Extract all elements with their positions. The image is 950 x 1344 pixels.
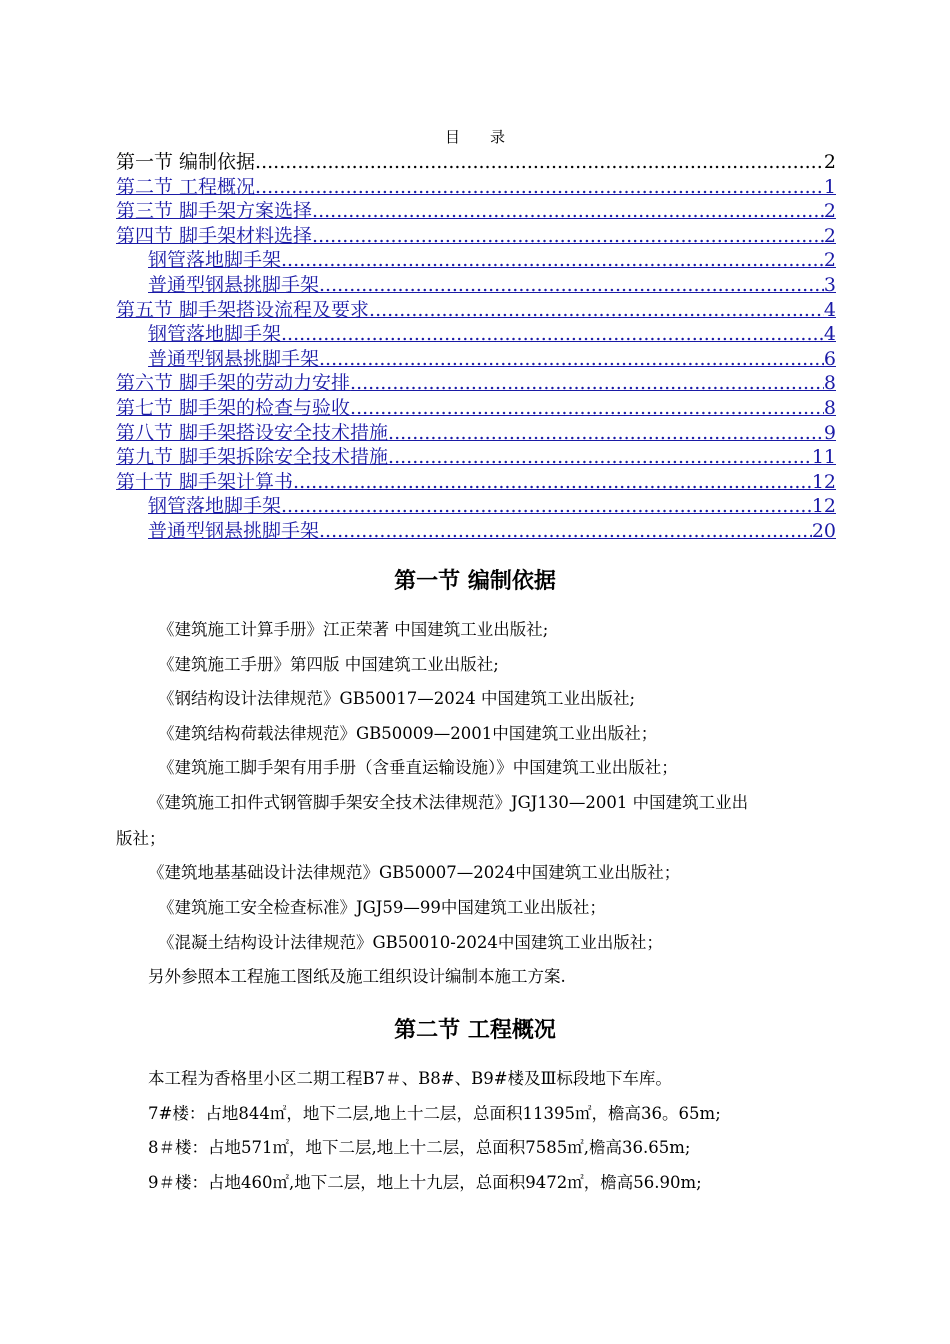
reference-line: 《钢结构设计法律规范》GB50017—2024 中国建筑工业出版社; xyxy=(158,689,636,708)
toc-entry-label: 第九节 脚手架拆除安全技术措施 xyxy=(116,446,389,469)
toc-entry-page: 3 xyxy=(823,273,836,296)
toc-leader-dots xyxy=(255,175,824,200)
toc-leader-dots xyxy=(281,322,824,347)
toc-leader-dots xyxy=(319,347,824,372)
overview-line: 9＃楼：占地460㎡,地下二层，地上十九层，总面积9472㎡，檐高56.90m; xyxy=(148,1173,702,1192)
toc-entry[interactable] xyxy=(116,273,836,298)
toc-entry-page: 1 xyxy=(823,175,836,198)
toc-leader-dots xyxy=(319,273,824,298)
toc-entry[interactable] xyxy=(116,248,836,273)
toc-entry xyxy=(116,150,836,175)
toc-entry-page: 9 xyxy=(823,421,836,444)
toc-leader-dots xyxy=(293,470,812,495)
toc-entry[interactable] xyxy=(116,494,836,519)
toc-entry-label: 第三节 脚手架方案选择 xyxy=(116,200,313,223)
toc-leader-dots xyxy=(319,519,812,544)
toc-entry-label: 普通型钢悬挑脚手架 xyxy=(148,347,320,370)
toc-entry-page: 4 xyxy=(823,323,836,346)
toc-entry-page: 12 xyxy=(811,470,836,493)
toc-leader-dots xyxy=(350,371,824,396)
toc-entry[interactable] xyxy=(116,322,836,347)
toc-entry[interactable] xyxy=(116,199,836,224)
toc-entry-label: 第七节 脚手架的检查与验收 xyxy=(116,396,351,419)
toc-entry-page: 11 xyxy=(811,446,836,469)
toc-entry-label: 第二节 工程概况 xyxy=(116,175,256,198)
toc-entry-label: 第四节 脚手架材料选择 xyxy=(116,224,313,247)
toc-leader-dots xyxy=(281,494,812,519)
reference-note: 另外参照本工程施工图纸及施工组织设计编制本施工方案. xyxy=(148,967,566,986)
toc-entry-page: 2 xyxy=(823,151,836,173)
toc-leader-dots xyxy=(312,199,824,224)
toc-entry-label: 钢管落地脚手架 xyxy=(148,249,282,272)
overview-line: 本工程为香格里小区二期工程B7＃、B8#、B9#楼及Ⅲ标段地下车库。 xyxy=(148,1069,672,1088)
toc-entry[interactable] xyxy=(116,175,836,200)
toc-entry[interactable] xyxy=(116,470,836,495)
toc-entry-page: 6 xyxy=(823,347,836,370)
toc-leader-dots xyxy=(350,396,824,421)
overview-line: 7#楼：占地844㎡，地下二层,地上十二层，总面积11395㎡，檐高36。65m; xyxy=(148,1104,721,1123)
toc-title-right: 录 xyxy=(490,128,506,146)
reference-line: 《建筑结构荷载法律规范》GB50009—2001中国建筑工业出版社； xyxy=(158,724,658,743)
reference-line: 《混凝土结构设计法律规范》GB50010-2024中国建筑工业出版社； xyxy=(158,933,663,952)
toc-entry-label: 钢管落地脚手架 xyxy=(148,323,282,346)
toc-entry-page: 8 xyxy=(823,372,836,395)
toc-entry[interactable] xyxy=(116,445,836,470)
section2-heading: 第二节 工程概况 xyxy=(394,1018,556,1043)
toc-entry-label: 第五节 脚手架搭设流程及要求 xyxy=(116,298,370,321)
toc-entry-label: 普通型钢悬挑脚手架 xyxy=(148,519,320,542)
reference-line: 《建筑施工安全检查标准》JGJ59—99中国建筑工业出版社； xyxy=(158,898,606,917)
toc-entry-label: 第八节 脚手架搭设安全技术措施 xyxy=(116,421,389,444)
toc-entry-label: 第六节 脚手架的劳动力安排 xyxy=(116,372,351,395)
toc-entry-page: 2 xyxy=(823,249,836,272)
toc-leader-dots xyxy=(255,150,824,175)
toc-entry-label: 第十节 脚手架计算书 xyxy=(116,470,294,493)
table-of-contents xyxy=(116,150,836,544)
reference-line-continued: 版社； xyxy=(116,829,166,848)
toc-entry-page: 20 xyxy=(811,519,836,542)
toc-entry[interactable] xyxy=(116,371,836,396)
toc-entry[interactable] xyxy=(116,347,836,372)
toc-entry-label: 第一节 编制依据 xyxy=(116,151,256,173)
toc-leader-dots xyxy=(312,224,824,249)
reference-line: 《建筑施工手册》第四版 中国建筑工业出版社; xyxy=(158,655,499,674)
toc-entry[interactable] xyxy=(116,298,836,323)
toc-leader-dots xyxy=(369,298,824,323)
toc-entry[interactable] xyxy=(116,224,836,249)
toc-entry-page: 12 xyxy=(811,495,836,518)
reference-line: 《建筑施工计算手册》江正荣著 中国建筑工业出版社; xyxy=(158,620,549,639)
toc-entry-page: 4 xyxy=(823,298,836,321)
toc-entry-page: 8 xyxy=(823,396,836,419)
toc-title-left: 目 xyxy=(444,128,460,146)
toc-entry[interactable] xyxy=(116,396,836,421)
reference-line: 《建筑施工扣件式钢管脚手架安全技术法律规范》JGJ130—2001 中国建筑工业出 xyxy=(148,793,749,812)
toc-leader-dots xyxy=(281,248,824,273)
reference-line: 《建筑施工脚手架有用手册（含垂直运输设施）》中国建筑工业出版社； xyxy=(158,758,678,777)
overview-line: 8＃楼：占地571㎡，地下二层,地上十二层，总面积7585㎡,檐高36.65m; xyxy=(148,1138,691,1157)
toc-title xyxy=(0,126,950,147)
toc-entry-page: 2 xyxy=(823,200,836,223)
toc-leader-dots xyxy=(388,445,812,470)
toc-entry[interactable] xyxy=(116,421,836,446)
toc-entry[interactable] xyxy=(116,519,836,544)
toc-leader-dots xyxy=(388,421,824,446)
reference-line: 《建筑地基基础设计法律规范》GB50007—2024中国建筑工业出版社； xyxy=(148,863,681,882)
toc-entry-label: 普通型钢悬挑脚手架 xyxy=(148,273,320,296)
section1-heading: 第一节 编制依据 xyxy=(394,569,556,594)
toc-entry-label: 钢管落地脚手架 xyxy=(148,495,282,518)
toc-entry-page: 2 xyxy=(823,224,836,247)
